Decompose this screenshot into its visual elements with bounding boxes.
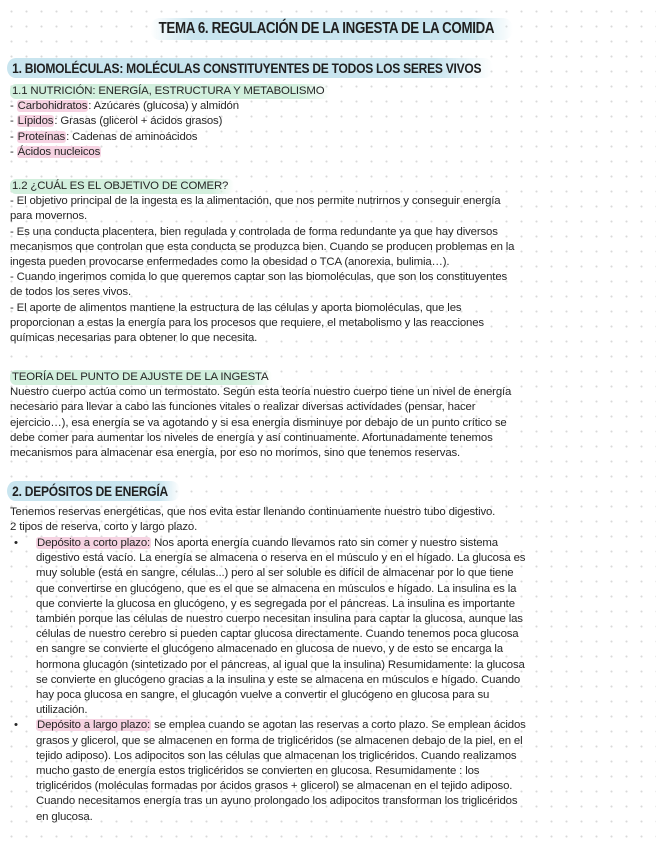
paragraph-line: Cuando necesitamos energía tras un ayuno prolongado los adipocitos transforman los triglicéridos xyxy=(36,795,518,808)
section-2-intro xyxy=(10,505,646,535)
subsection-1-1-heading: 1.1 NUTRICIÓN: ENERGÍA, ESTRUCTURA Y METABOLISMO xyxy=(10,84,330,99)
paragraph-line: proporcionan a estas la energía para los procesos que requiere, el metabolismo y las reacciones xyxy=(10,316,484,329)
paragraph-line: que convierte la glucosa en glucógeno, y es segregada por el páncreas. La insulina es importante xyxy=(36,597,515,610)
list-item: • Depósito a largo plazo: se emplea cuando se agotan las reservas a corto plazo. Se emplean ácidos grasos y glicerol, que se almacenen en forma de triglicéridos (se almacenen debajo de la piel, en el tejido adiposo). Los adipocitos son las células que almacenan los triglicéridos. Cuando realizamos mucho gasto de energía estos triglicéridos se convierten en glucosa. Resumidamente : los triglicéridos (moléculas formadas por ácidos grasos + glicerol) se almacenan en el tejido adiposo. Cuando necesitamos energía tras un ayuno prolongado los adipocitos transforman los triglicéridos en glucosa. xyxy=(10,718,646,824)
paragraph-line: tejido adiposo). Los adipocitos son las células que almacenan los triglicéridos. Cuando realizamos xyxy=(36,749,517,762)
paragraph-line: que convertirse en glucógeno, que es el que se almacena en músculos e hígado. La insulina es la xyxy=(36,582,517,595)
paragraph-line: - Es una conducta placentera, bien regulada y controlada de forma redundante ya que hay diversos xyxy=(10,225,498,238)
term-highlight: Depósito a largo plazo: xyxy=(37,719,151,732)
paragraph-line: para movernos. xyxy=(10,210,88,223)
document-title: TEMA 6. REGULACIÓN DE LA INGESTA DE LA COMIDA xyxy=(150,18,513,40)
section-1-heading: 1. BIOMOLÉCULAS: MOLÉCULAS CONSTITUYENTES DE TODOS LOS SERES VIVOS xyxy=(7,58,493,78)
subsection-1-1 xyxy=(10,84,646,160)
paragraph-line: triglicéridos (moléculas formadas por ácidos grasos + glicerol) se almacenan en el tejido adiposo. xyxy=(36,780,513,793)
paragraph-line: Nuestro cuerpo actúa como un termostato. Según esta teoría nuestro cuerpo tiene un nivel de energía xyxy=(10,386,512,399)
bullet-icon: • xyxy=(14,537,18,549)
paragraph-line: necesario para llevar a cabo las funciones vitales o realizar diversas actividades (pensar, hacer xyxy=(10,401,476,414)
paragraph-line: se convierte en glucógeno gracias a la insulina y este se almacena en músculos e hígado. Cuando xyxy=(36,673,521,686)
paragraph-line: mucho gasto de energía estos triglicéridos se convierten en glucosa. Resumidamente : los xyxy=(36,765,480,778)
list-item: - Carbohidratos: Azúcares (glucosa) y almidón xyxy=(10,100,239,113)
list-item: - Ácidos nucleicos xyxy=(10,145,101,158)
paragraph-line: en sangre se convierte el glucógeno almacenado en glucosa de nuevo, y de esto se encarga la xyxy=(36,643,503,656)
set-point-theory-heading: TEORÍA DEL PUNTO DE AJUSTE DE LA INGESTA xyxy=(10,370,272,385)
paragraph-line: células de nuestro cerebro si pueden captar glucosa directamente. Cuando tenemos poca glucosa xyxy=(36,628,519,641)
paragraph-line: hay poca glucosa en sangre, el glucagón vuelve a convertir el glucógeno en glucosa para su xyxy=(36,689,490,702)
paragraph-line: ejercicio…), esa energía se va agotando y si esa energía disminuye por debajo de un punto crítico se xyxy=(10,416,507,429)
paragraph-line: mecanismos que controlan que esta conducta se produzca bien. Cuando se producen problemas en la xyxy=(10,240,515,253)
paragraph-line: utilización. xyxy=(36,704,88,717)
term-highlight: Lípidos xyxy=(17,115,54,128)
list-item: - Proteínas: Cadenas de aminoácidos xyxy=(10,130,198,143)
paragraph-line: - Cuando ingerimos comida lo que queremos captar son las biomoléculas, que son los constituyentes xyxy=(10,271,508,284)
bullet-icon: • xyxy=(14,719,18,732)
set-point-theory xyxy=(10,370,646,461)
term-highlight: Proteínas xyxy=(17,130,66,143)
paragraph-line: 2 tipos de reserva, corto y largo plazo. xyxy=(10,521,198,534)
list-item: • Depósito a corto plazo: Nos aporta energía cuando llevamos rato sin comer y nuestro sistema digestivo está vacío. La energía se almacena o reserva en el músculo y en el hígado. La glucosa es muy soluble (está en sangre, células...) pero al ser soluble es difícil de almacenar por lo que tiene que convertirse en glucógeno, que es el que se almacena en músculos e hígado. La insulina es la que convierte la glucosa en glucógeno, y es segregada por el páncreas. La insulina es importante también porque las células de nuestro cuerpo necesitan insulina para captar la glucosa, aunque las células de nuestro cerebro si pueden captar glucosa directamente. Cuando tenemos poca glucosa en sangre se convierte el glucógeno almacenado en glucosa de nuevo, y de esto se encarga la hormona glucagón (sintetizado por el páncreas, al igual que la insulina) Resumidamente: la glucosa se convierte en glucógeno gracias a la insulina y este se almacena en músculos e hígado. Cuando hay poca glucosa en sangre, el glucagón vuelve a convertir el glucógeno en glucosa para su utilización. xyxy=(10,536,646,718)
paragraph-line: - El objetivo principal de la ingesta es la alimentación, que nos permite nutrirnos y conseguir energía xyxy=(10,195,501,208)
paragraph-line: en glucosa. xyxy=(36,810,93,823)
list-item: - Lípidos: Grasas (glicerol + ácidos grasos) xyxy=(10,115,223,128)
paragraph-line: ingesta pueden provocarse enfermedades como la obesidad o TCA (anorexia, bulimia…). xyxy=(10,256,450,269)
paragraph-line: hormona glucagón (sintetizado por el páncreas, al igual que la insulina) Resumidamente: la glucosa xyxy=(36,658,525,671)
term-highlight: Ácidos nucleicos xyxy=(17,145,101,158)
paragraph-line: - El aporte de alimentos mantiene la estructura de las células y aporta biomoléculas, que les xyxy=(10,301,462,314)
paragraph-line: grasos y glicerol, que se almacenen en forma de triglicéridos (se almacenen debajo de la piel, en el xyxy=(36,734,523,747)
term-highlight: Carbohidratos xyxy=(17,100,88,113)
subsection-1-2-heading: 1.2 ¿CUÁL ES EL OBJETIVO DE COMER? xyxy=(10,179,234,194)
paragraph-line: mecanismos para almacenar esa energía, por eso no morimos, sino que tenemos reservas. xyxy=(10,447,461,460)
deposit-list xyxy=(10,536,646,825)
subsection-1-2 xyxy=(10,179,646,346)
paragraph-line: Tenemos reservas energéticas, que nos evita estar llenando continuamente nuestro tubo digestivo. xyxy=(10,506,496,518)
paragraph-line: muy soluble (está en sangre, células...) pero al ser soluble es difícil de almacenar por lo que tiene xyxy=(36,567,514,580)
term-highlight: Depósito a corto plazo: xyxy=(37,537,151,549)
paragraph-line: de todos los seres vivos. xyxy=(10,286,131,299)
paragraph-line: también porque las células de nuestro cuerpo necesitan insulina para captar la glucosa, aunque las xyxy=(36,613,523,626)
section-2-heading: 2. DEPÓSITOS DE ENERGÍA xyxy=(7,481,180,501)
paragraph-line: químicas necesarias para obtener lo que necesita. xyxy=(10,332,258,345)
paragraph-line: debe comer para aumentar los niveles de energía y así continuamente. Afortunadamente tenemos xyxy=(10,431,493,444)
paragraph-line: digestivo está vacío. La energía se almacena o reserva en el músculo y en el hígado. La glucosa es xyxy=(36,552,526,565)
